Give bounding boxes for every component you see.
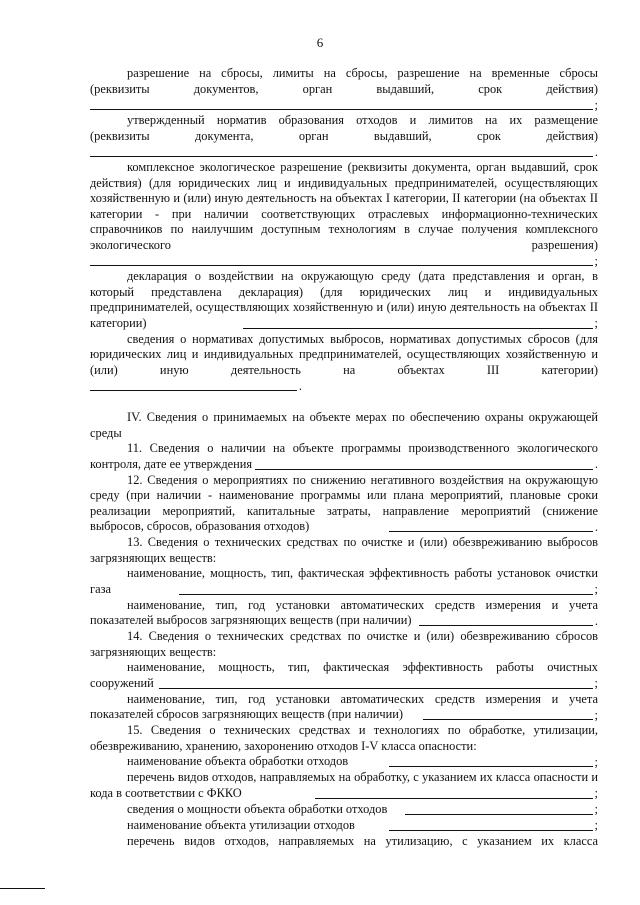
item-13a-field[interactable]: ; (176, 582, 598, 598)
item-15d-field[interactable]: ; (386, 818, 598, 834)
item-14-label: 14. Сведения о технических средствах по очистке и (или) обезвреживанию сбросов загрязняющих веществ: (90, 629, 598, 659)
item-15a-label: наименование объекта обработки отходов (127, 754, 349, 768)
declaration-label: декларация о воздействии на окружающую среду (дата представления и орган, в который представлена декларация) (для юридических лиц и индивидуальных предпринимателей, осуществляющих хозяйственную и (или) иную деятельность на объектах II категории) (90, 269, 598, 330)
page-number: 6 (316, 35, 324, 50)
item-13-label: 13. Сведения о технических средствах по очистке и (или) обезвреживанию выбросов загрязняющих веществ: (90, 535, 598, 565)
item-12-label: 12. Сведения о мероприятиях по снижению негативного воздействия на окружающую среду (при наличии - наименование программы или плана мероприятий, плановые сроки реализации мероприятий, капитальные затраты, направление мероприятий (снижение выбросов, сбросов, образования отходов) (90, 472, 598, 533)
item-14a-label: наименование, мощность, тип, фактическая эффективность работы очистных сооружений (90, 660, 598, 690)
discharge-permit-details: (реквизиты документов, орган выдавший, срок действия) (90, 81, 598, 96)
item-12-field[interactable]: . (386, 519, 598, 535)
item-14b-label: наименование, тип, год установки автоматических средств измерения и учета показателей сбросов загрязняющих веществ (при наличии) (90, 691, 598, 721)
declaration-field[interactable]: ; (240, 316, 598, 332)
footer-rule (0, 888, 45, 889)
discharge-permit-label: разрешение на сбросы, лимиты на сбросы, разрешение на временные сбросы (127, 66, 598, 80)
item-15-label: 15. Сведения о технических средствах и технологиях по обработке, утилизации, обезвреживанию, хранению, захоронению отходов I-V класса опасности: (90, 723, 598, 753)
discharge-permit-field[interactable]: ; (90, 97, 598, 113)
item-13b-label: наименование, тип, год установки автоматических средств измерения и учета показателей выбросов загрязняющих веществ (при наличии) (90, 597, 598, 627)
item-15a-field[interactable]: ; (386, 754, 598, 770)
item-15e-label: перечень видов отходов, направляемых на утилизацию, с указанием их класса (127, 833, 598, 848)
waste-norm-details: (реквизиты документа, орган выдавший, срок действия) (90, 128, 598, 143)
emission-norms-label: сведения о нормативах допустимых выбросов, нормативах допустимых сбросов (для юридических лиц и индивидуальных предпринимателей, осуществляющих хозяйственную и (или) иную деятельность на объектах III категории) (90, 331, 598, 377)
document-body (90, 66, 598, 849)
item-15b-field[interactable]: ; (312, 786, 598, 802)
section-iv-heading: IV. Сведения о принимаемых на объекте мерах по обеспечению охраны окружающей среды (90, 410, 598, 440)
item-13a-label: наименование, мощность, тип, фактическая эффективность работы установок очистки газа (90, 566, 598, 596)
item-15b-label: перечень видов отходов, направляемых на обработку, с указанием их класса опасности и кода в соответствии с ФККО (90, 770, 598, 800)
item-11-field[interactable]: . (252, 457, 598, 473)
item-15c-label: сведения о мощности объекта обработки отходов (127, 801, 388, 816)
item-14a-field[interactable]: ; (156, 676, 598, 692)
complex-permit-field[interactable]: ; (90, 253, 598, 269)
item-14b-field[interactable]: ; (420, 707, 598, 723)
item-11-label: 11. Сведения о наличии на объекте программы производственного экологического контроля, дате ее утверждения (90, 441, 598, 471)
complex-permit-label: комплексное экологическое разрешение (реквизиты документа, орган выдавший, срок действия) (для юридических лиц и индивидуальных предпринимателей, осуществляющих хозяйственную и (или) иную деятельность на объектах I категории, II категории (на объектах II категории - при наличии соответствующих отраслевых информационно-технических справочников по наилучшим доступным технологиям в случае получения комплексного экологического разрешения) (90, 160, 598, 252)
item-15d-label: наименование объекта утилизации отходов (127, 817, 355, 832)
item-13b-field[interactable]: . (416, 613, 598, 629)
waste-norm-label: утвержденный норматив образования отходов и лимитов на их размещение (127, 113, 598, 127)
emission-norms-field[interactable]: . (90, 378, 302, 394)
waste-norm-field[interactable]: . (90, 144, 598, 160)
item-15c-field[interactable]: ; (402, 802, 598, 818)
